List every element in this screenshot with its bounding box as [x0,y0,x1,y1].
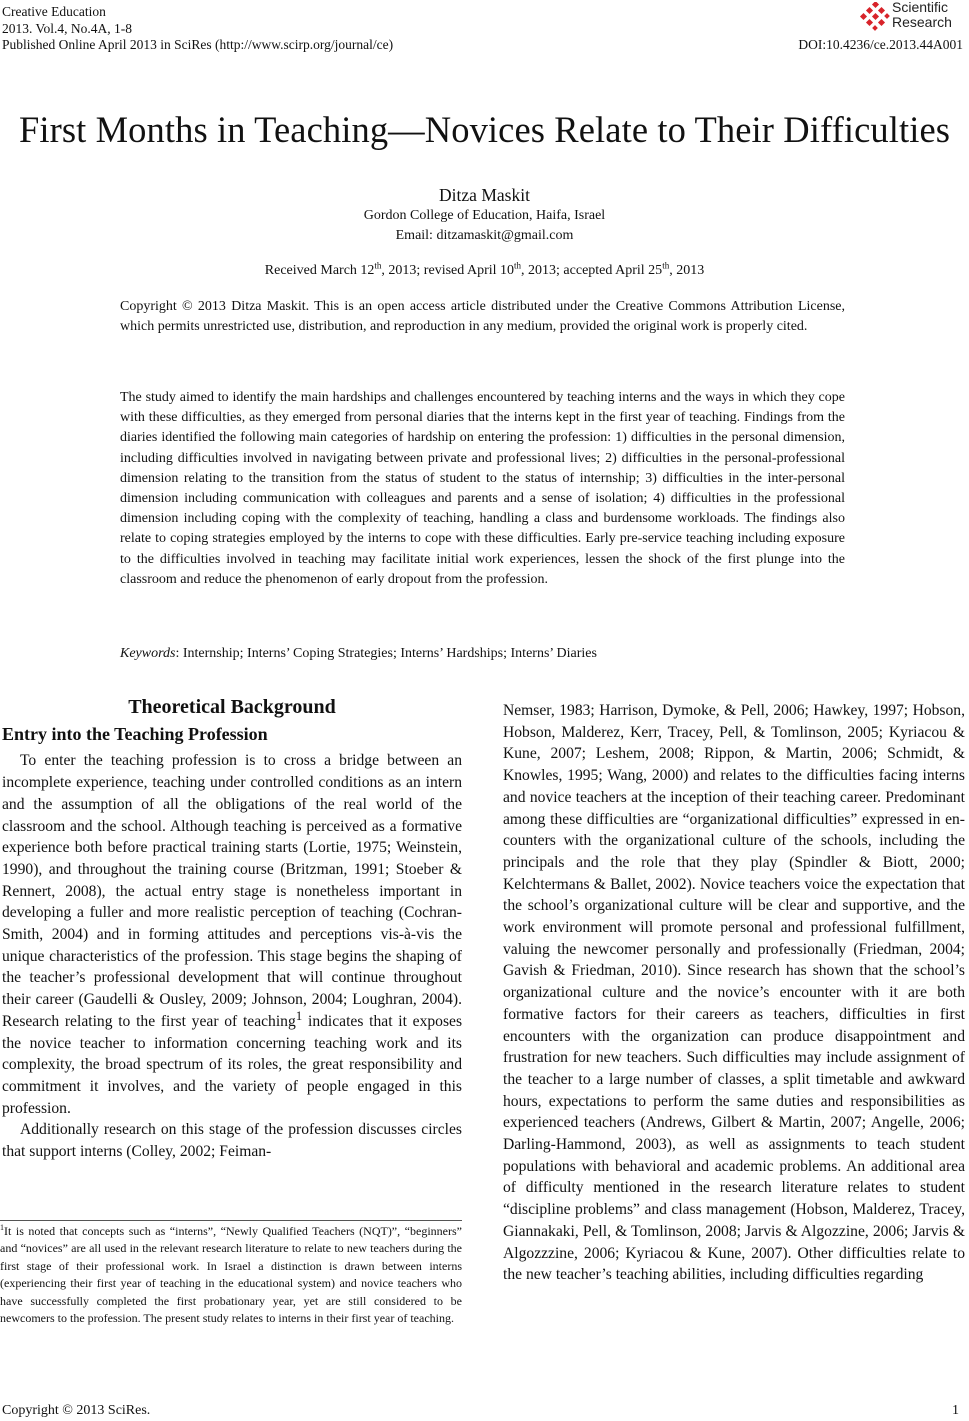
right-column [503,700,965,1286]
body-paragraph: Nemser, 1983; Harrison, Dymoke, & Pell, 2006; Hawkey, 1997; Hobson, Hobson, Malderez, Kerr, Tracey, Pell, & Tomlinson, 2005; Kyriacou & Kune, 2007; Leshem, 2008; Rippon, & Martin, 2006; Schmidt, & Knowles, 1995; Wang, 2000) and relates to the difficulties facing interns and novice teachers at the inception of their teaching career. Predominant among these difficulties are “organizational difficulties” expressed in encounters with the organizational culture of the schools, including the principals and the role that they play (Spindler & Biott, 2000; Kelchtermans & Ballet, 2002). Novice teachers voice the expectation that the school’s organizational culture will be clear and supportive, and the work environment will promote personal and professional fulfillment, valuing the newcomer personally and professionally (Friedman, 2004; Gavish & Friedman, 2010). Since research has shown that the school’s organizational culture and the novice’s encounter with it are both formative factors for their careers as teachers, difficulties in first encounters with the organization can produce disappointment and frustration for new teachers. Such difficulties may include assignment of the teacher to a large number of classes, a split timetable and awkward hours, expectations to perform the same duties and responsibilities as experienced teachers (Andrews, Gilbert & Martin, 2007; Angelle, 2006; Darling-Hammond, 2003), as well as assignments to teach student populations with behavioral and academic problems. An additional area of difficulty mentioned in the research literature relates to student “discipline problems” and class management (Hobson, Malderez, Tracey, Giannakaki, Pell, & Tomlinson, 2008; Jarvis & Algozzine, 2006; Jarvis & Algozzzine, 2006; Kyriacou & Kune, 2007). Other difficulties relate to the new teacher’s teaching abilities, including difficulties regarding [503,702,965,1284]
footnote-divider [0,1220,462,1221]
subsection-heading: Entry into the Teaching Profession [2,723,268,744]
logo-text: Scientific Research [892,0,952,30]
footnote-mark: 1 [0,1223,4,1232]
body-paragraph: To enter the teaching profession is to cross a bridge between an incomplete experience, teaching under controlled conditions as an intern and the assumption of all the obligations of the real world of the classroom and the school. Although teaching is perceived as a formative experience both before practical training starts (Lortie, 1975; Weinstein, 1990), and throughout the training course (Britzman, 1991; Stoeber & Rennert, 2008), the actual entry stage is nonetheless important in developing a fuller and more realistic perception of teaching (Cochran-Smith, 2004) and in forming attitudes and perceptions vis-à-vis the unique characteristics of the profession. This stage begins the shaping of the teacher’s professional development that will continue throughout their career (Gaudelli & Ousley, 2009; Johnson, 2004; Loughran, 2004). Research relating to the first year of teaching$^1$ indicates that it exposes the novice teacher to information concerning teaching work and its complexity, the broad spectrum of its roles, the great responsibility and commitment it involves, and the variety of people engaged in this profession. [2,752,463,1117]
left-column [2,697,462,1163]
copyright-notice: Copyright © 2013 Ditza Maskit. This is an open access article distributed under the Creative Commons Attribution License, which permits unrestricted use, distribution, and reproduction in any medium, provided the original work is properly cited. [120,299,845,335]
abstract: The study aimed to identify the main hardships and challenges encountered by teaching interns and the ways in which they cope with these difficulties, as they emerged from personal diaries that the interns kept in the first year of teaching. Findings from the diaries identified the following main categories of hardship on entering the profession: 1) difficulties in the personal dimension, including difficulties involved in navigating between private and professional lives; 2) difficulties in the personal-professional dimension relating to the transition from the status of student to the status of internship; 3) difficulties in the inter-personal dimension including communication with colleagues and parents and a sense of isolation; 4) difficulties in the professional dimension including coping with the complexity of teaching, handling a class and burdensome workloads. The findings also relate to coping strategies employed by the interns to cope with these difficulties. Early pre-service teaching including exposure to the difficulties involved in teaching may facilitate initial work experiences, lessen the shock of the first plunge into the classroom and reduce the phenomenon of early dropout from the profession. [120,390,845,587]
body-paragraph: Additionally research on this stage of the profession discusses circles that support interns (Colley, 2002; Feiman- [2,1121,462,1161]
section-heading: Theoretical Background [128,696,336,718]
keywords [120,644,845,664]
doi: DOI:10.4236/ce.2013.44A001 [798,37,963,52]
affiliation: Gordon College of Education, Haifa, Israel [363,208,606,223]
publisher-logo [859,0,969,34]
author-name: Ditza Maskit [439,185,530,205]
author-email: Email: ditzamaskit@gmail.com [395,228,574,243]
received-dates: Received March 12th, 2013; revised April 10th, 2013; accepted April 25th, 2013 [264,260,705,278]
page-number: 1 [952,1403,959,1418]
volume-info: 2013. Vol.4, No.4A, 1-8 [2,20,133,36]
running-header [2,4,393,54]
paper-title: First Months in Teaching—Novices Relate to Their Difficulties [18,109,951,150]
journal-name: Creative Education [2,4,106,19]
footnote-ref: 1 [295,1007,303,1023]
footer-copyright: Copyright © 2013 SciRes. [2,1403,151,1418]
logo-diamond-icon [859,2,891,32]
keywords-label: Keywords [120,646,176,661]
published-online: Published Online April 2013 in SciRes (http://www.scirp.org/journal/ce) [2,37,394,52]
keywords-text: : Internship; Interns’ Coping Strategies; Interns’ Hardships; Interns’ Diaries [175,646,597,661]
footnote: $^1$It is noted that concepts such as “interns”, “Newly Qualified Teachers (NQT)”, “beginners” and “novices” are all used in the relevant research literature to relate to new teachers during the first stage of their professional work. In Israel a distinction is drawn between interns (experiencing their first year of teaching in the educational system) and novice teachers who have successfully completed the first probationary year, yet are still considered to be newcomers to the profession. The present study relates to interns in their first year of teaching. [0,1223,462,1326]
